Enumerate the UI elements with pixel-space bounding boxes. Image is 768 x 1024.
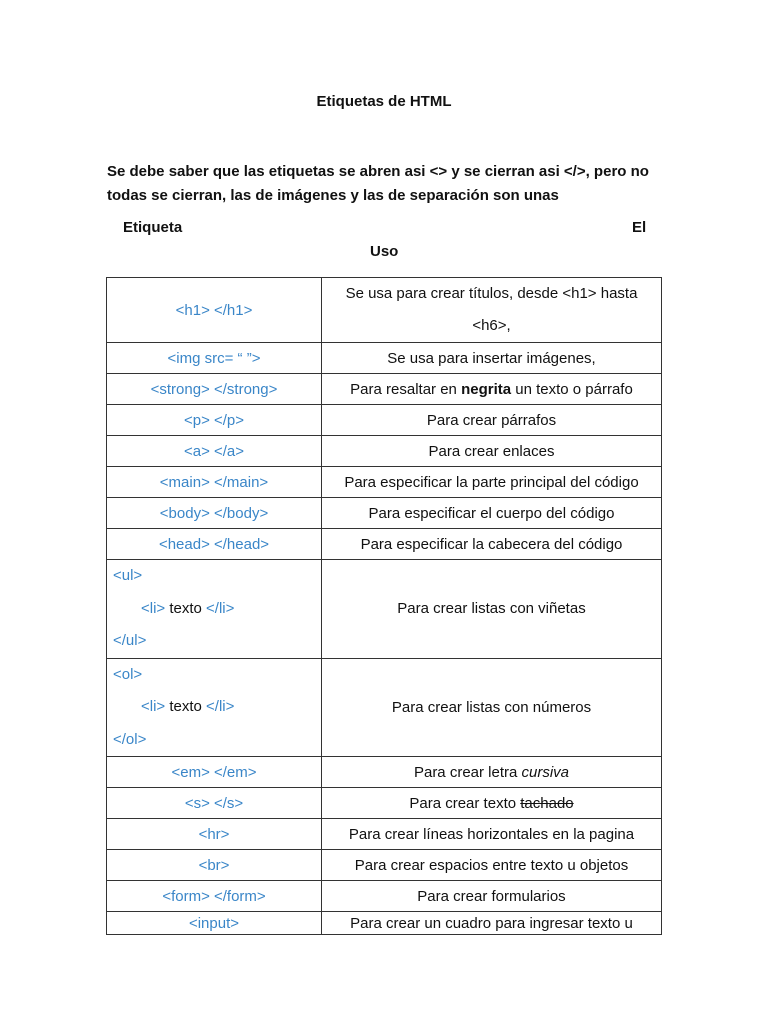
tag-line — [113, 691, 315, 724]
tag-cell: <main> </main> — [107, 467, 322, 498]
tag-plain-text: texto — [165, 698, 207, 715]
use-cell — [322, 374, 662, 405]
tag-text: <li> — [141, 599, 166, 617]
tag-cell: <input> — [107, 912, 322, 935]
tag-line: <ol> — [113, 665, 143, 683]
table-row — [107, 757, 662, 788]
use-cell: Para especificar el cuerpo del código — [322, 498, 662, 529]
tag-cell: <a> </a> — [107, 436, 322, 467]
tag-text: </li> — [206, 698, 235, 715]
table-row — [107, 850, 662, 881]
table-row — [107, 467, 662, 498]
table-row — [107, 343, 662, 374]
tag-line: </ul> — [113, 632, 147, 649]
table-row — [107, 374, 662, 405]
tag-text: <li> — [141, 698, 166, 715]
table-row — [107, 405, 662, 436]
tag-line: </ol> — [113, 730, 147, 748]
use-cell: Para crear espacios entre texto u objetos — [322, 850, 662, 881]
use-text: un texto o párrafo — [511, 380, 633, 398]
column-header-uso: Uso — [370, 243, 399, 260]
tags-table — [106, 277, 662, 935]
use-strike-text: tachado — [520, 794, 574, 812]
tag-cell: <p> </p> — [107, 405, 322, 436]
use-cell: Se usa para insertar imágenes, — [322, 343, 662, 374]
use-cell: Para crear un cuadro para ingresar texto u — [322, 912, 662, 935]
use-cell — [322, 788, 662, 819]
use-bold-text: negrita — [461, 380, 512, 398]
tag-cell: <em> </em> — [107, 757, 322, 788]
column-header-el: El — [632, 219, 647, 236]
use-text: Para resaltar en — [350, 380, 462, 398]
use-cell: Para crear listas con números — [322, 658, 662, 757]
tag-text: </li> — [206, 599, 235, 617]
tag-cell: <h1> </h1> — [107, 278, 322, 343]
use-text: Para crear letra — [413, 763, 522, 781]
tag-cell — [107, 560, 322, 659]
use-cell: Para especificar la parte principal del código — [322, 467, 662, 498]
tag-line — [113, 593, 315, 626]
tag-line: <ul> — [113, 567, 143, 584]
table-row — [107, 436, 662, 467]
table-row — [107, 658, 662, 757]
use-cell — [322, 278, 662, 343]
intro-paragraph: Se debe saber que las etiquetas se abren asi <> y se cierran asi </>, pero no todas se cierran, las de imágenes y las de separación son unas — [107, 163, 649, 204]
table-row — [107, 819, 662, 850]
use-cell: Para crear listas con viñetas — [322, 560, 662, 659]
table-row — [107, 912, 662, 935]
tag-cell: <hr> — [107, 819, 322, 850]
tag-plain-text: texto — [165, 599, 207, 617]
use-italic-text: cursiva — [521, 763, 570, 781]
table-row — [107, 560, 662, 659]
tag-cell: <head> </head> — [107, 529, 322, 560]
tag-cell: <form> </form> — [107, 881, 322, 912]
table-row — [107, 529, 662, 560]
tag-cell: <strong> </strong> — [107, 374, 322, 405]
column-header-etiqueta: Etiqueta — [123, 219, 183, 236]
use-text-line: <h6>, — [472, 317, 511, 334]
use-cell — [322, 757, 662, 788]
use-cell: Para especificar la cabecera del código — [322, 529, 662, 560]
use-cell: Para crear líneas horizontales en la pagina — [322, 819, 662, 850]
use-text-line: Se usa para crear títulos, desde <h1> hasta — [345, 285, 638, 302]
use-cell: Para crear formularios — [322, 881, 662, 912]
table-row — [107, 788, 662, 819]
tag-cell: <body> </body> — [107, 498, 322, 529]
tag-cell — [107, 658, 322, 757]
table-row — [107, 278, 662, 343]
tag-cell: <img src= “ ”> — [107, 343, 322, 374]
use-cell: Para crear enlaces — [322, 436, 662, 467]
document-title: Etiquetas de HTML — [316, 93, 452, 110]
use-text: Para crear texto — [409, 794, 521, 812]
tag-cell: <s> </s> — [107, 788, 322, 819]
table-row — [107, 881, 662, 912]
use-cell: Para crear párrafos — [322, 405, 662, 436]
table-row — [107, 498, 662, 529]
tag-cell: <br> — [107, 850, 322, 881]
